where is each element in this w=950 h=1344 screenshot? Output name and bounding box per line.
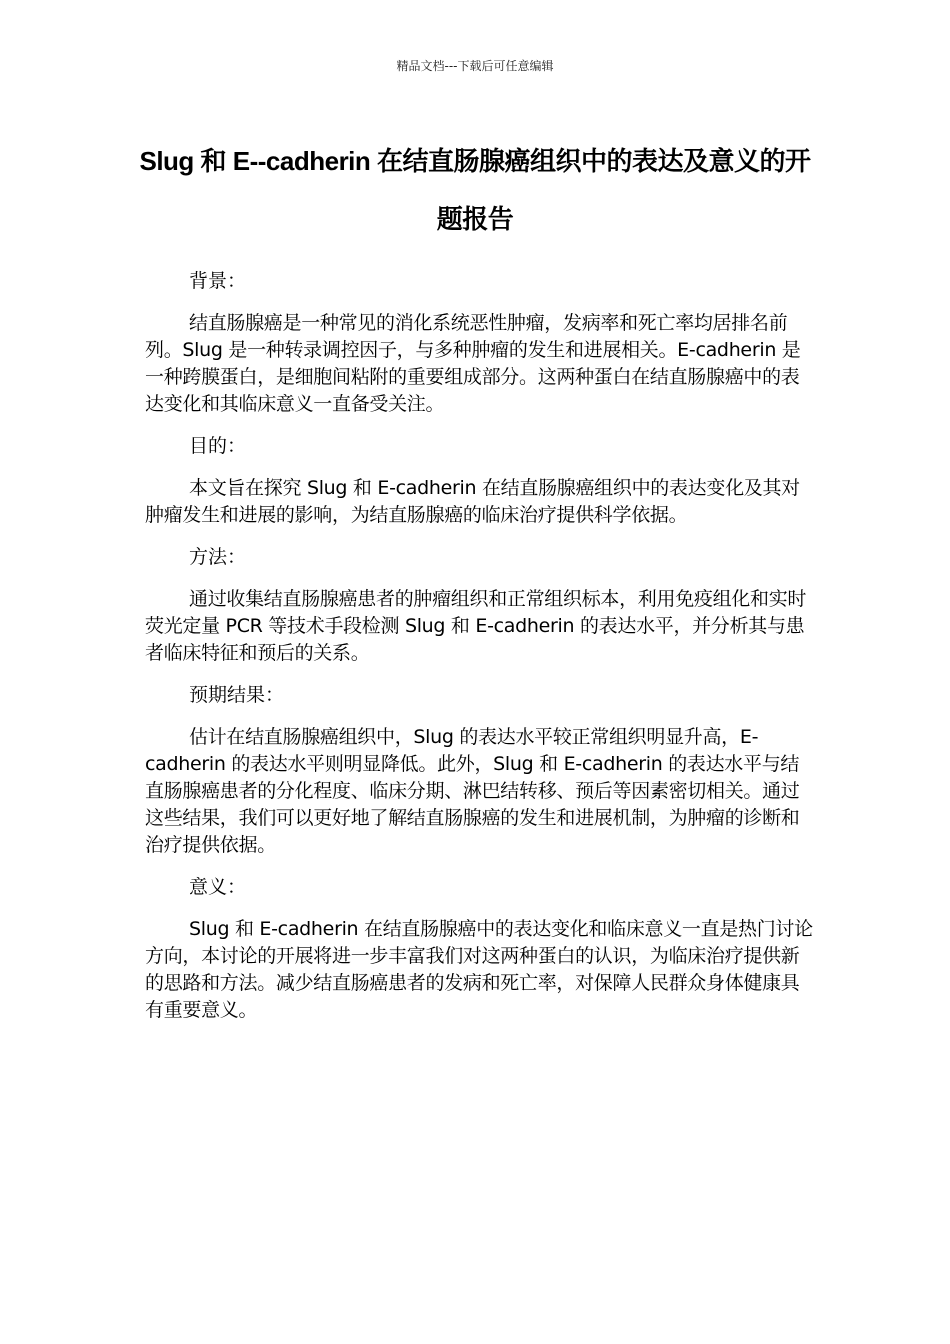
section-paragraph: 通过收集结直肠腺癌患者的肿瘤组织和正常组织标本，利用免疫组化和实时荧光定量 PCR 等技术手段检测 Slug 和 E-cadherin 的表达水平，并分析其与患者临床特征和预后的关系。	[145, 588, 807, 664]
header-watermark: 精品文档---下载后可任意编辑	[396, 59, 554, 73]
section-heading: 预期结果：	[189, 684, 285, 706]
section-paragraph: 估计在结直肠腺癌组织中，Slug 的表达水平较正常组织明显升高，E-cadherin 的表达水平则明显降低。此外，Slug 和 E-cadherin 的表达水平与结直肠腺癌患者的分化程度、临床分期、淋巴结转移、预后等因素密切相关。通过这些结果，我们可以更好地了解结直肠腺癌的发生和进展机制，为肿瘤的诊断和治疗提供依据。	[145, 726, 800, 856]
section-expected-results	[145, 682, 813, 859]
section-heading: 方法：	[189, 546, 247, 568]
section-method	[145, 544, 813, 667]
section-purpose	[145, 433, 813, 529]
section-paragraph: 结直肠腺癌是一种常见的消化系统恶性肿瘤，发病率和死亡率均居排名前列。Slug 是一种转录调控因子，与多种肿瘤的发生和进展相关。E-cadherin 是一种跨膜蛋白，是细胞间粘附的重要组成部分。这两种蛋白在结直肠腺癌中的表达变化和其临床意义一直备受关注。	[145, 312, 801, 415]
document-body	[145, 268, 813, 1039]
document-title: Slug 和 E--cadherin 在结直肠腺癌组织中的表达及意义的开题报告	[139, 146, 811, 234]
section-heading: 目的：	[189, 435, 247, 457]
section-paragraph: Slug 和 E-cadherin 在结直肠腺癌中的表达变化和临床意义一直是热门讨论方向，本讨论的开展将进一步丰富我们对这两种蛋白的认识，为临床治疗提供新的思路和方法。减少结直肠癌患者的发病和死亡率，对保障人民群众身体健康具有重要意义。	[145, 918, 813, 1021]
section-significance	[145, 874, 813, 1024]
section-heading: 背景：	[189, 270, 247, 292]
section-background	[145, 268, 813, 418]
section-heading: 意义：	[189, 876, 247, 898]
section-paragraph: 本文旨在探究 Slug 和 E-cadherin 在结直肠腺癌组织中的表达变化及其对肿瘤发生和进展的影响，为结直肠腺癌的临床治疗提供科学依据。	[145, 477, 800, 526]
